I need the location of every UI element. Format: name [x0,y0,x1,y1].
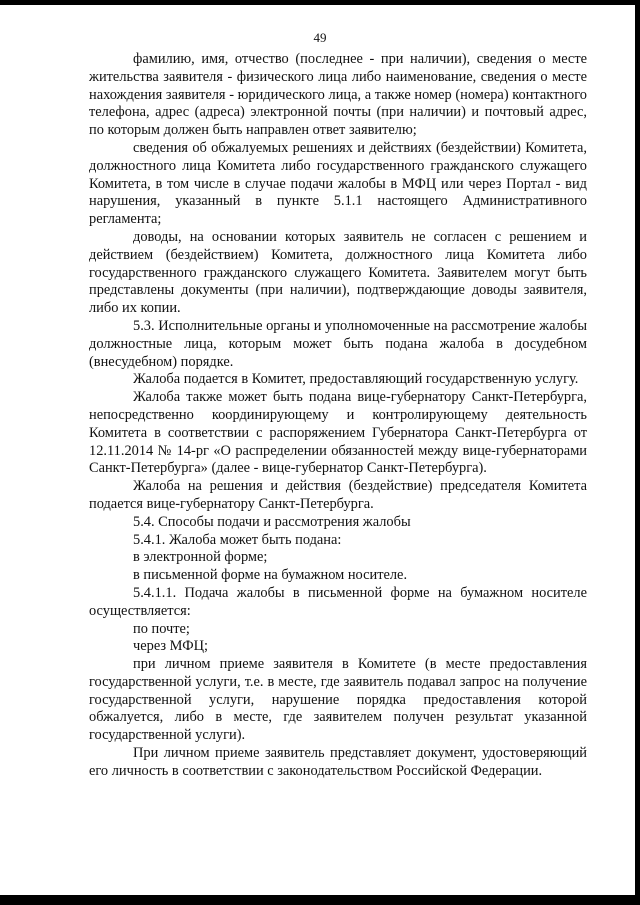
list-item-paper: в письменной форме на бумажном носителе. [133,567,408,584]
paragraph-section-5-4-1: 5.4.1. Жалоба может быть подана: [133,531,342,548]
paragraph-complaint-on-chairman: Жалоба на решения и действия (бездействие) председателя Комитета подается вице-губернатору Санкт-Петербурга. [89,478,587,512]
list-item-personal-reception: при личном приеме заявителя в Комитете (в месте предоставления государственной услуги, т.е. в месте, где заявитель подавал запрос на получение государственной услуги, нарушение порядка предоставления которой обжалуется, либо в месте, где заявителем получен результат указанной государственной услуги). [89,656,587,744]
paragraph-complaint-to-committee: Жалоба подается в Комитет, предоставляющий государственную услугу. [133,371,579,388]
scan-edge-bottom [0,895,640,905]
scan-edge-right [635,0,640,905]
paragraph-applicant-details: фамилию, имя, отчество (последнее - при наличии), сведения о месте жительства заявителя - физического лица либо наименование, сведения о месте нахождения заявителя - юридического лица, а также номер (номера) контактного телефона, адрес (адреса) электронной почты (при наличии) и почтовый адрес, по которым должен быть направлен ответ заявителю; [89,51,587,139]
list-item-by-mail: по почте; [133,620,190,637]
paragraph-section-5-3: 5.3. Исполнительные органы и уполномоченные на рассмотрение жалобы должностные лица, которым может быть подана жалоба в досудебном (внесудебном) порядке. [89,317,587,370]
paragraph-complaint-to-vice-governor: Жалоба также может быть подана вице-губернатору Санкт-Петербурга, непосредственно координирующему и контролирующему деятельность Комитета в соответствии с распоряжением Губернатора Санкт-Петербурга от 12.11.2014 № 14-рг «О распределении обязанностей между вице-губернаторами Санкт-Петербурга» (далее - вице-губернатор Санкт-Петербурга). [89,389,587,477]
paragraph-identity-document: При личном приеме заявитель представляет документ, удостоверяющий его личность в соответствии с законодательством Российской Федерации. [89,745,587,779]
page-number: 49 [313,30,327,45]
paragraph-arguments: доводы, на основании которых заявитель не согласен с решением и действием (бездействием) Комитета, должностного лица Комитета либо государственного гражданского служащего Комитета. Заявителем могут быть представлены документы (при наличии), подтверждающие доводы заявителя, либо их копии. [89,228,587,317]
list-item-via-mfc: через МФЦ; [133,638,209,655]
list-item-electronic: в электронной форме; [133,549,268,566]
scan-edge-top [0,0,640,5]
paragraph-appealed-decisions: сведения об обжалуемых решениях и действиях (бездействии) Комитета, должностного лица Комитета либо государственного гражданского служащего Комитета, в том числе в случае подачи жалобы в МФЦ или через Портал - вид нарушения, указанный в пункте 5.1.1 настоящего Административного регламента; [89,139,587,228]
document-body [89,51,587,781]
paragraph-section-5-4: 5.4. Способы подачи и рассмотрения жалобы [133,513,411,530]
paragraph-section-5-4-1-1: 5.4.1.1. Подача жалобы в письменной форме на бумажном носителе осуществляется: [89,584,587,619]
